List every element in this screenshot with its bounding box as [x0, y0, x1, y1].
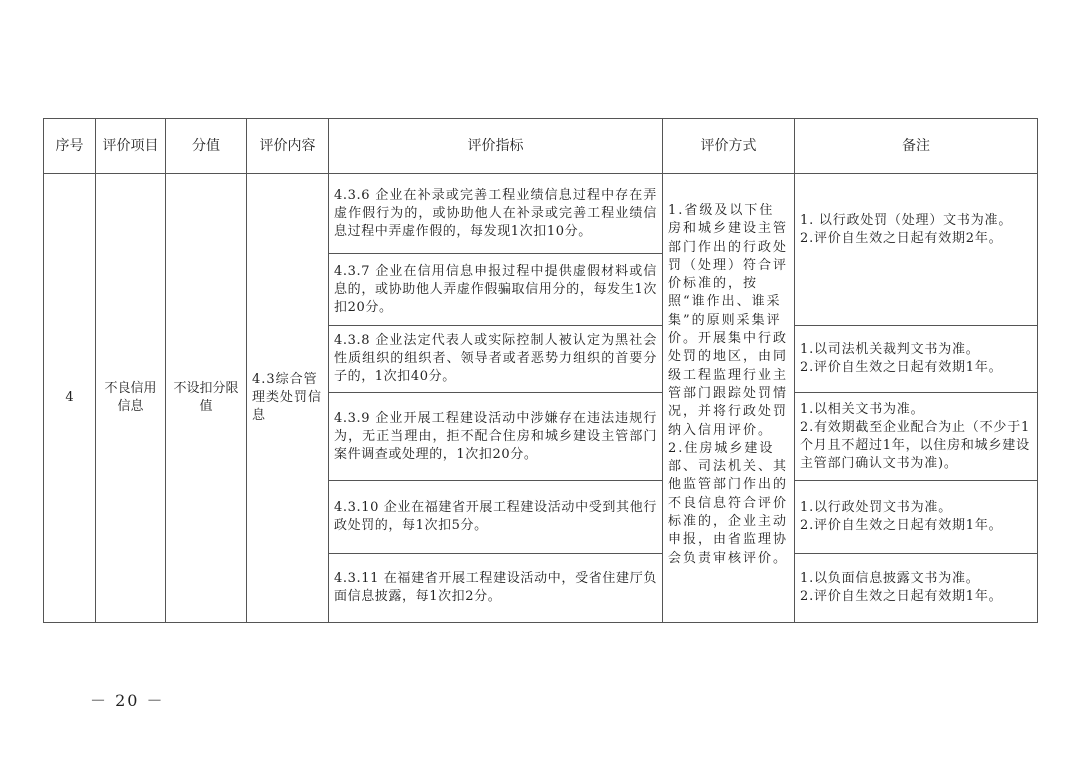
- remark-line: 1.以相关文书为准。: [800, 401, 925, 417]
- row-item: 不良信用信息: [96, 174, 166, 623]
- indicator-4-3-6: 4.3.6 企业在补录或完善工程业绩信息过程中存在弄虚作假行为的，或协助他人在补录或完善工程业绩信息过程中弄虚作假的，每发现1次扣10分。: [329, 174, 663, 254]
- table-row: [44, 174, 1038, 254]
- indicator-4-3-11: 4.3.11 在福建省开展工程建设活动中，受省住建厅负面信息披露，每1次扣2分。: [329, 554, 663, 623]
- remark-line: 1.以负面信息披露文书为准。: [800, 571, 980, 586]
- remark-line: 1.以行政处罚文书为准。: [800, 500, 953, 515]
- remark-line: 2.评价自生效之日起有效期1年。: [800, 589, 1003, 604]
- remark: [795, 326, 1038, 393]
- header-method: 评价方式: [663, 119, 795, 174]
- header-index: 序号: [44, 119, 96, 174]
- remark: [795, 393, 1038, 481]
- remark: [795, 481, 1038, 554]
- remark-line: 2.评价自生效之日起有效期1年。: [800, 518, 1003, 533]
- header-row: [44, 119, 1038, 174]
- header-indicator: 评价指标: [329, 119, 663, 174]
- remark-line: 2.有效期截至企业配合为止（不少于1个月且不超过1年，以住房和城乡建设主管部门确认文书为准)。: [800, 419, 1031, 471]
- remark-line: 1.以司法机关裁判文书为准。: [800, 342, 980, 357]
- remark: [795, 174, 1038, 326]
- row-content: 4.3综合管理类处罚信息: [247, 174, 329, 623]
- remark: [795, 554, 1038, 623]
- page-number: － 20 －: [90, 691, 165, 710]
- header-item: 评价项目: [96, 119, 166, 174]
- header-score: 分值: [166, 119, 247, 174]
- header-content: 评价内容: [247, 119, 329, 174]
- indicator-4-3-9: 4.3.9 企业开展工程建设活动中涉嫌存在违法违规行为，无正当理由，拒不配合住房和城乡建设主管部门案件调查或处理的，1次扣20分。: [329, 393, 663, 481]
- remark-line: 1. 以行政处罚（处理）文书为准。: [800, 212, 1013, 228]
- remark-line: 2.评价自生效之日起有效期2年。: [800, 230, 1003, 246]
- row-index: 4: [44, 174, 96, 623]
- header-remarks: 备注: [795, 119, 1038, 174]
- row-score: 不设扣分限值: [166, 174, 247, 623]
- indicator-4-3-7: 4.3.7 企业在信用信息申报过程中提供虚假材料或信息的，或协助他人弄虚作假骗取信用分的，每发生1次扣20分。: [329, 254, 663, 326]
- indicator-4-3-8: 4.3.8 企业法定代表人或实际控制人被认定为黑社会性质组织的组织者、领导者或者恶势力组织的首要分子的，1次扣40分。: [329, 326, 663, 393]
- remark-line: 2.评价自生效之日起有效期1年。: [800, 360, 1003, 375]
- indicator-4-3-10: 4.3.10 企业在福建省开展工程建设活动中受到其他行政处罚的，每1次扣5分。: [329, 481, 663, 554]
- evaluation-method: 1.省级及以下住房和城乡建设主管部门作出的行政处罚（处理）符合评价标准的，按照“谁作出、谁采集”的原则采集评价。开展集中行政处罚的地区，由同级工程监理行业主管部门跟踪处罚情况，并将行政处罚纳入信用评价。2.住房城乡建设部、司法机关、其他监管部门作出的不良信息符合评价标准的，企业主动申报，由省监理协会负责审核评价。: [663, 174, 795, 623]
- evaluation-table: [43, 118, 1038, 623]
